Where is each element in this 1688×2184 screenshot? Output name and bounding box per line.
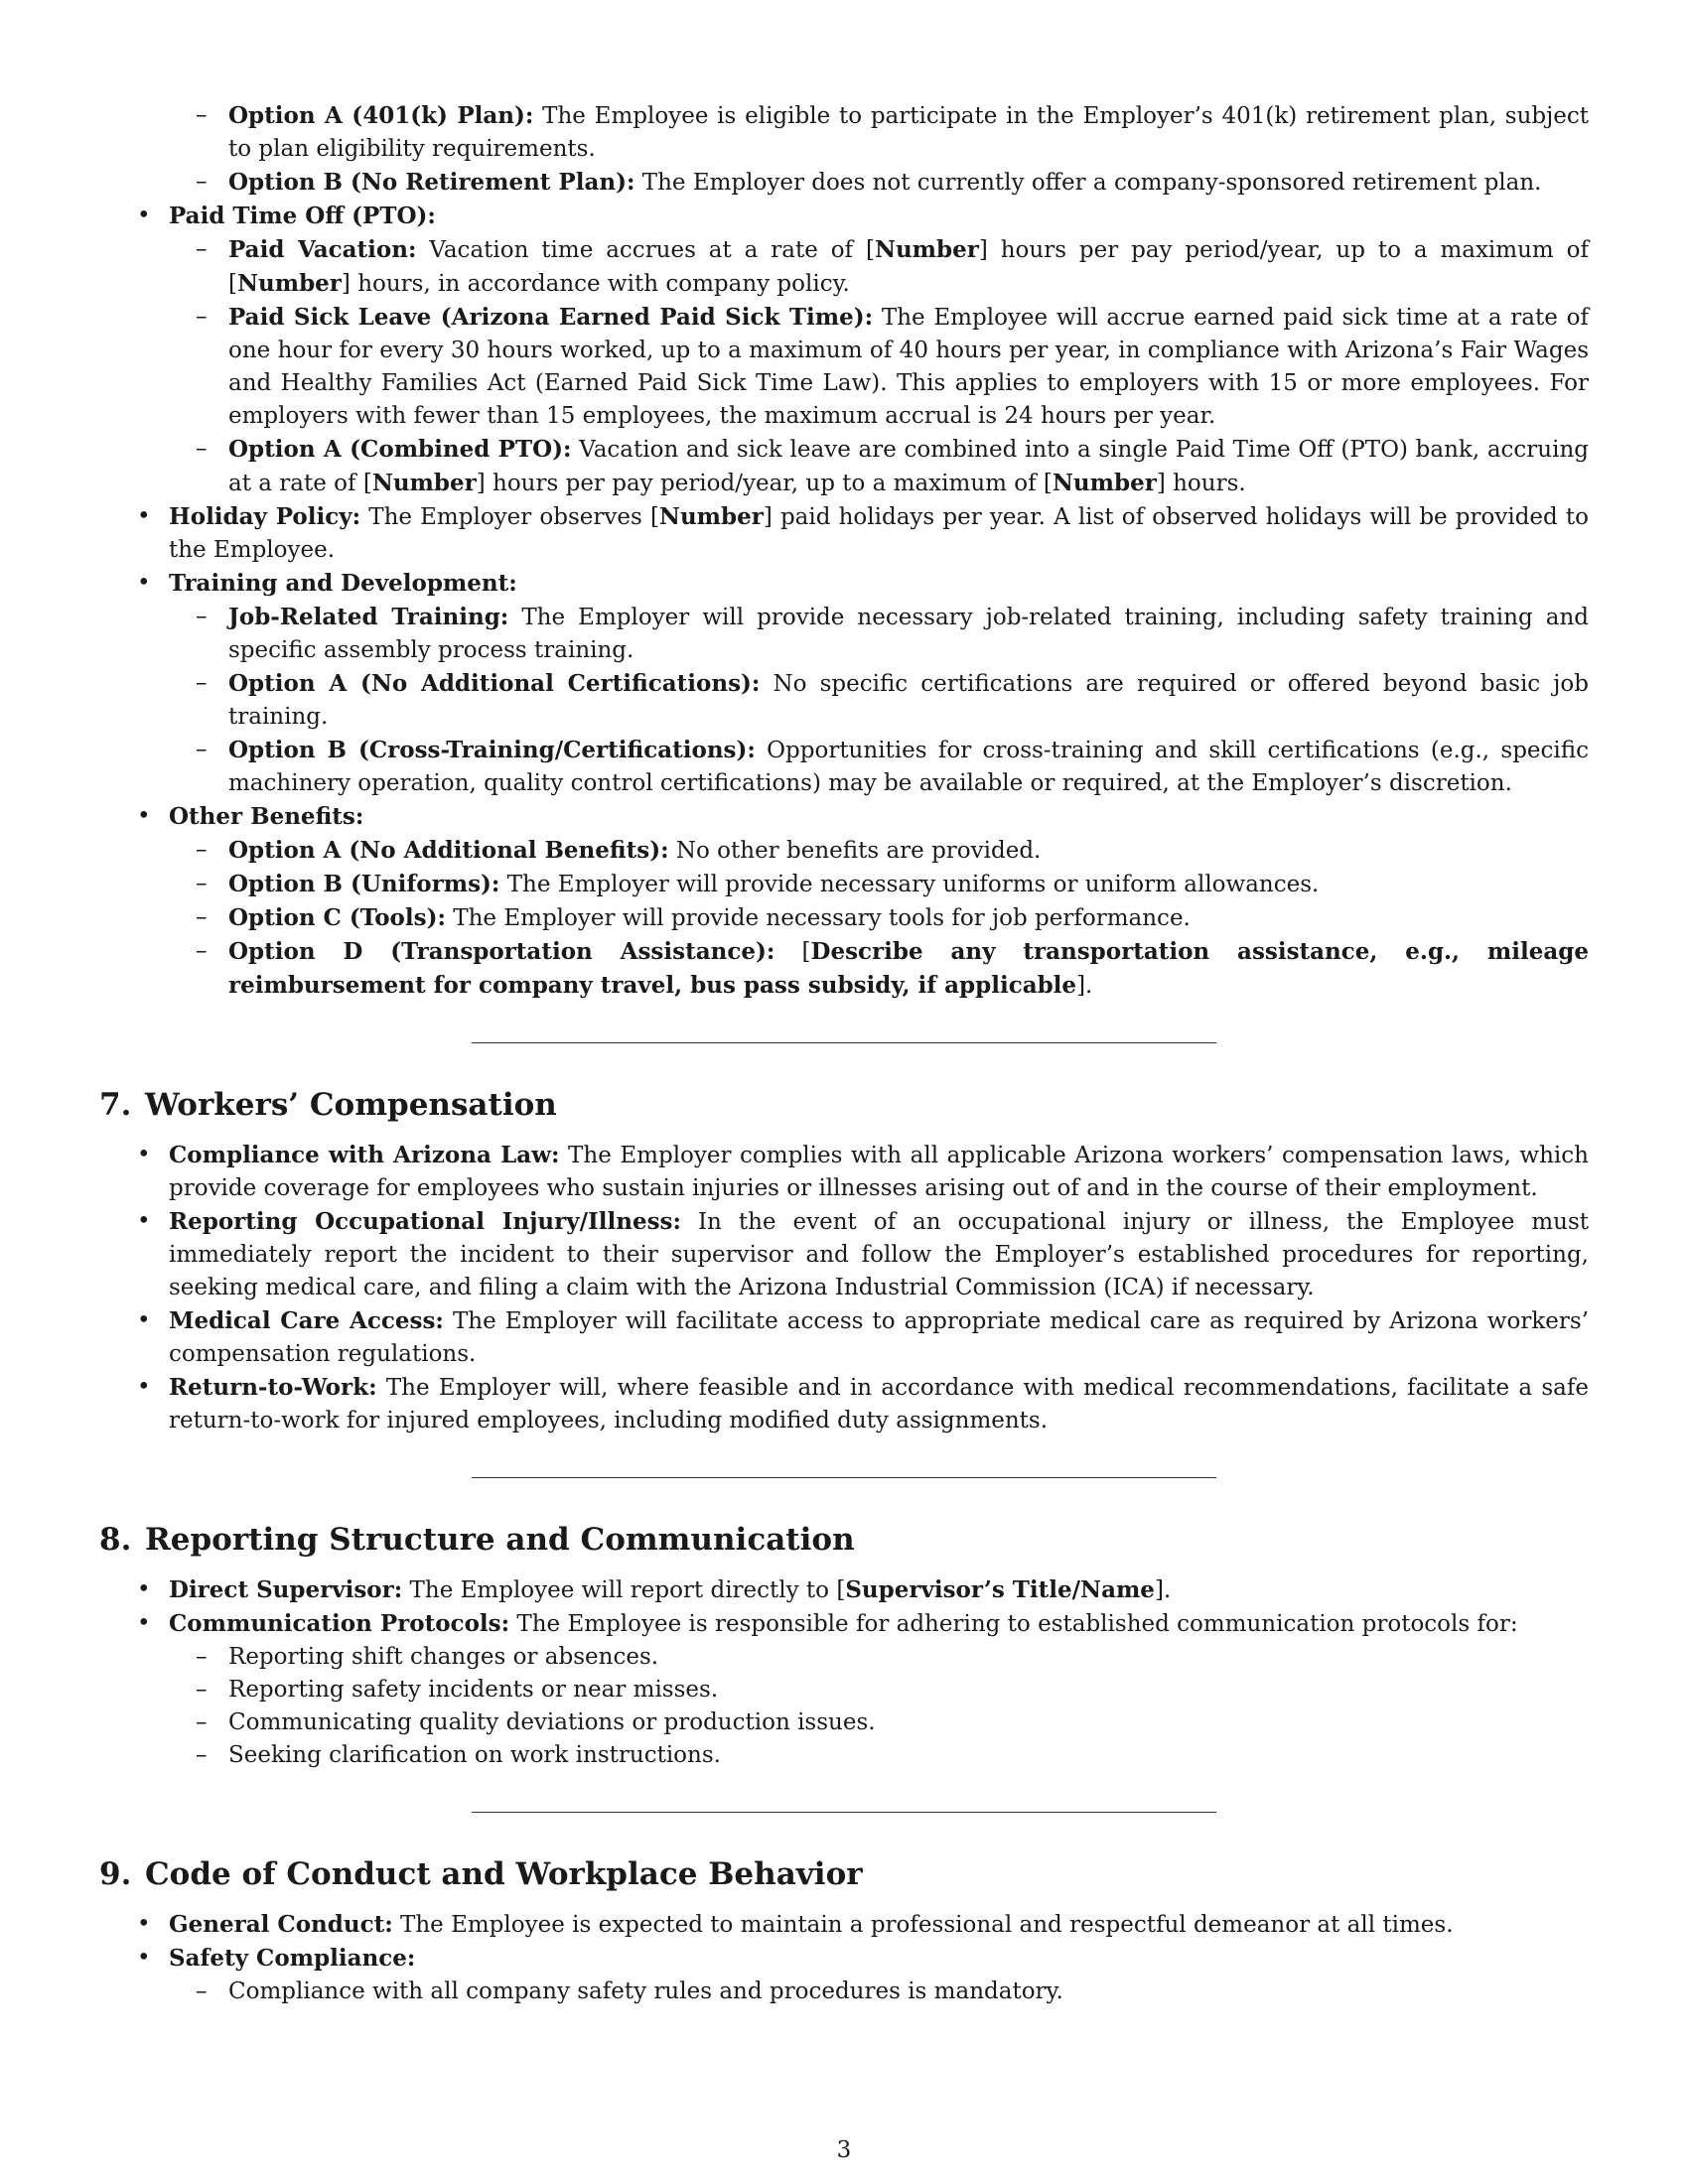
list-item: • Communication Protocols: The Employee is responsible for adhering to established communication protocols for: – Reporting shift changes or absences. – Reporting safety incidents or near misses. – Communicating quality deviations or production issues. – Seeking clarification on work instructions.: [99, 1607, 1589, 1772]
section-8-list: [99, 1573, 1589, 1772]
list-item: – Option D (Transportation Assistance): [Describe any transportation assistance, e.g., mileage reimbursement for company travel, bus pass subsidy, if applicable].: [169, 935, 1589, 1003]
section-9-list: [99, 1908, 1589, 2008]
page-number: 3: [836, 2137, 852, 2163]
section-8-heading: 8. Reporting Structure and Communication: [99, 1522, 855, 1558]
section-7-heading: 7. Workers’ Compensation: [99, 1087, 557, 1123]
list-item: • Safety Compliance: – Compliance with all company safety rules and procedures is mandatory.: [99, 1942, 1589, 2008]
other-benefits-sublist: [169, 834, 1589, 1003]
list-item: – Paid Vacation: Vacation time accrues at a rate of [Number] hours per pay period/year, up to a maximum of [Number] hours, in accordance with company policy.: [169, 233, 1589, 301]
list-item: – Option A (401(k) Plan): The Employee is eligible to participate in the Employer’s 401(k) retirement plan, subject to plan eligibility requirements.: [99, 99, 1589, 166]
list-item: – Communicating quality deviations or production issues.: [169, 1706, 1589, 1739]
holiday-item: • Holiday Policy: The Employer observes [Number] paid holidays per year. A list of observed holidays will be provided to the Employee.: [99, 500, 1589, 567]
list-item: • General Conduct: The Employee is expected to maintain a professional and respectful demeanor at all times.: [99, 1908, 1589, 1942]
list-item: – Option B (Cross-Training/Certifications): Opportunities for cross-training and skill certifications (e.g., specific machinery operation, quality control certifications) may be available or required, at the Employer’s discretion.: [169, 734, 1589, 800]
list-item: – Option A (No Additional Benefits): No other benefits are provided.: [169, 834, 1589, 868]
list-item: • Medical Care Access: The Employer will facilitate access to appropriate medical care as required by Arizona workers’ compensation regulations.: [99, 1304, 1589, 1371]
list-item: – Option A (No Additional Certifications): No specific certifications are required or offered beyond basic job training.: [169, 667, 1589, 734]
section-divider: [472, 1042, 1216, 1043]
section-7-list: [99, 1139, 1589, 1437]
list-item: – Job-Related Training: The Employer will provide necessary job-related training, including safety training and specific assembly process training.: [169, 601, 1589, 667]
communication-sublist: [169, 1641, 1589, 1772]
benefits-list: [99, 200, 1589, 1003]
list-item: – Option A (Combined PTO): Vacation and sick leave are combined into a single Paid Time Off (PTO) bank, accruing at a rate of [Number] hours per pay period/year, up to a maximum of [Number] hours.: [169, 433, 1589, 500]
section-divider: [472, 1477, 1216, 1478]
page-content: [99, 99, 1589, 2008]
pto-sublist: [169, 233, 1589, 500]
section-divider: [472, 1812, 1216, 1813]
training-sublist: [169, 601, 1589, 800]
list-item: • Reporting Occupational Injury/Illness: In the event of an occupational injury or illness, the Employee must immediately report the incident to their supervisor and follow the Employer’s established procedures for reporting, seeking medical care, and filing a claim with the Arizona Industrial Commission (ICA) if necessary.: [99, 1205, 1589, 1304]
section-9-heading: 9. Code of Conduct and Workplace Behavior: [99, 1856, 863, 1892]
list-item: – Compliance with all company safety rules and procedures is mandatory.: [169, 1976, 1589, 2008]
pto-item: • Paid Time Off (PTO): – Paid Vacation: Vacation time accrues at a rate of [Number] hours per pay period/year, up to a maximum of [Number] hours, in accordance with company policy. – Paid Sick Leave (Arizona Earned Paid Sick Time): The Employee will accrue earned paid sick time at a rate of one hour for every 30 hours worked, up to a maximum of 40 hours per year, in compliance with Arizona’s Fair Wages and Healthy Families Act (Earned Paid Sick Time Law). This applies to employers with 15 or more employees. For employers with fewer than 15 employees, the maximum accrual is 24 hours per year. – Option A (Combined PTO): Vacation and sick leave are combined into a single Paid Time Off (PTO) bank, accruing at a rate of [Number] hours per pay period/year, up to a maximum of [Number] hours.: [99, 200, 1589, 500]
list-item: • Direct Supervisor: The Employee will report directly to [Supervisor’s Title/Name].: [99, 1573, 1589, 1607]
safety-sublist: [169, 1976, 1589, 2008]
list-item: – Paid Sick Leave (Arizona Earned Paid Sick Time): The Employee will accrue earned paid sick time at a rate of one hour for every 30 hours worked, up to a maximum of 40 hours per year, in compliance with Arizona’s Fair Wages and Healthy Families Act (Earned Paid Sick Time Law). This applies to employers with 15 or more employees. For employers with fewer than 15 employees, the maximum accrual is 24 hours per year.: [169, 301, 1589, 433]
list-item: – Reporting safety incidents or near misses.: [169, 1674, 1589, 1706]
other-benefits-item: • Other Benefits: – Option A (No Additional Benefits): No other benefits are provided. – Option B (Uniforms): The Employer will provide necessary uniforms or uniform allowances. – Option C (Tools): The Employer will provide necessary tools for job performance. – Option D (Transportation Assistance): [Describe any transportation assistance, e.g., mileage reimbursement for company travel, bus pass subsidy, if applicable].: [99, 800, 1589, 1003]
retirement-options: [99, 99, 1589, 200]
list-item: • Return-to-Work: The Employer will, where feasible and in accordance with medical recommendations, facilitate a safe return-to-work for injured employees, including modified duty assignments.: [99, 1371, 1589, 1437]
list-item: – Reporting shift changes or absences.: [169, 1641, 1589, 1674]
list-item: – Seeking clarification on work instructions.: [169, 1739, 1589, 1772]
list-item: – Option B (No Retirement Plan): The Employer does not currently offer a company-sponsored retirement plan.: [99, 166, 1589, 200]
list-item: – Option B (Uniforms): The Employer will provide necessary uniforms or uniform allowances.: [169, 868, 1589, 901]
list-item: • Compliance with Arizona Law: The Employer complies with all applicable Arizona workers’ compensation laws, which provide coverage for employees who sustain injuries or illnesses arising out of and in the course of their employment.: [99, 1139, 1589, 1205]
training-item: • Training and Development: – Job-Related Training: The Employer will provide necessary job-related training, including safety training and specific assembly process training. – Option A (No Additional Certifications): No specific certifications are required or offered beyond basic job training. – Option B (Cross-Training/Certifications): Opportunities for cross-training and skill certifications (e.g., specific machinery operation, quality control certifications) may be available or required, at the Employer’s discretion.: [99, 567, 1589, 800]
list-item: – Option C (Tools): The Employer will provide necessary tools for job performance.: [169, 901, 1589, 935]
